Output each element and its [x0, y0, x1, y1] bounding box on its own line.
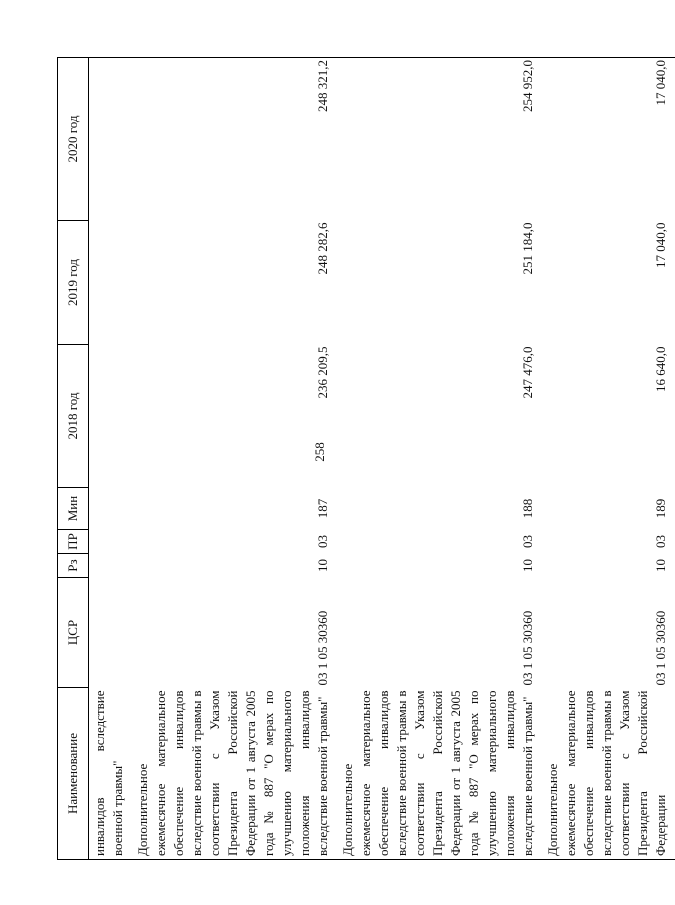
table-header-row	[58, 58, 89, 860]
header-2019: 2019 год	[58, 221, 89, 345]
row-name: инвалидов вследствие военной травмы"	[89, 688, 133, 860]
row-2020	[89, 58, 133, 221]
row-2018	[89, 345, 133, 488]
row-2020: 248 321,2	[132, 58, 337, 221]
row-csr: 03 1 05 30360	[520, 610, 535, 686]
row-pr: 03	[653, 535, 668, 548]
row-2018: 16 640,0	[653, 346, 668, 392]
row-2020: 17 040,0	[542, 58, 675, 221]
row-2018: 236 209,5	[315, 346, 330, 399]
budget-table-rotated	[57, 58, 668, 860]
row-csr	[89, 578, 133, 688]
row-2020: 254 952,0	[337, 58, 542, 221]
table-row	[337, 58, 542, 860]
row-min: 188	[520, 498, 535, 519]
row-name: Дополнительное ежемесячное материальное обеспечение инвалидов вследствие военной травмы в соответствии с Указом Президента Российской Федерации от 1 августа 2005 года № 887 "О мерах по улучшению материального положения инвалидов вследствие военной травмы"	[132, 688, 337, 860]
header-csr: ЦСР	[58, 578, 89, 688]
header-2018: 2018 год	[58, 345, 89, 488]
header-min: Мин	[58, 488, 89, 530]
row-2019: 251 184,0	[520, 222, 535, 275]
row-rz	[89, 554, 133, 578]
row-2019: 17 040,0	[653, 222, 668, 268]
budget-table	[57, 57, 675, 860]
table-row	[132, 58, 337, 860]
row-min: 187	[315, 498, 330, 519]
header-2020: 2020 год	[58, 58, 89, 221]
header-pr: ПР	[58, 530, 89, 554]
header-name: Наименование	[58, 688, 89, 860]
row-csr: 03 1 05 30360	[653, 610, 668, 686]
row-pr: 03	[520, 535, 535, 548]
row-rz: 10	[315, 559, 330, 572]
row-name: Дополнительное ежемесячное материальное обеспечение инвалидов вследствие военной травмы в соответствии с Указом Президента Российской Федерации	[542, 688, 675, 860]
row-rz: 10	[520, 559, 535, 572]
row-2019: 248 282,6	[315, 222, 330, 275]
row-pr: 03	[315, 535, 330, 548]
row-rz: 10	[653, 559, 668, 572]
row-csr: 03 1 05 30360	[315, 610, 330, 686]
table-row	[542, 58, 675, 860]
row-min	[89, 488, 133, 530]
header-rz: Рз	[58, 554, 89, 578]
row-2018: 247 476,0	[520, 346, 535, 399]
row-min: 189	[653, 498, 668, 519]
row-name: Дополнительное ежемесячное материальное обеспечение инвалидов вследствие военной травмы в соответствии с Указом Президента Российской Федерации от 1 августа 2005 года № 887 "О мерах по улучшению материального положения инвалидов вследствие военной травмы"	[337, 688, 542, 860]
row-pr	[89, 530, 133, 554]
page-number: 258	[312, 442, 327, 462]
row-2019	[89, 221, 133, 345]
table-row	[89, 58, 133, 860]
